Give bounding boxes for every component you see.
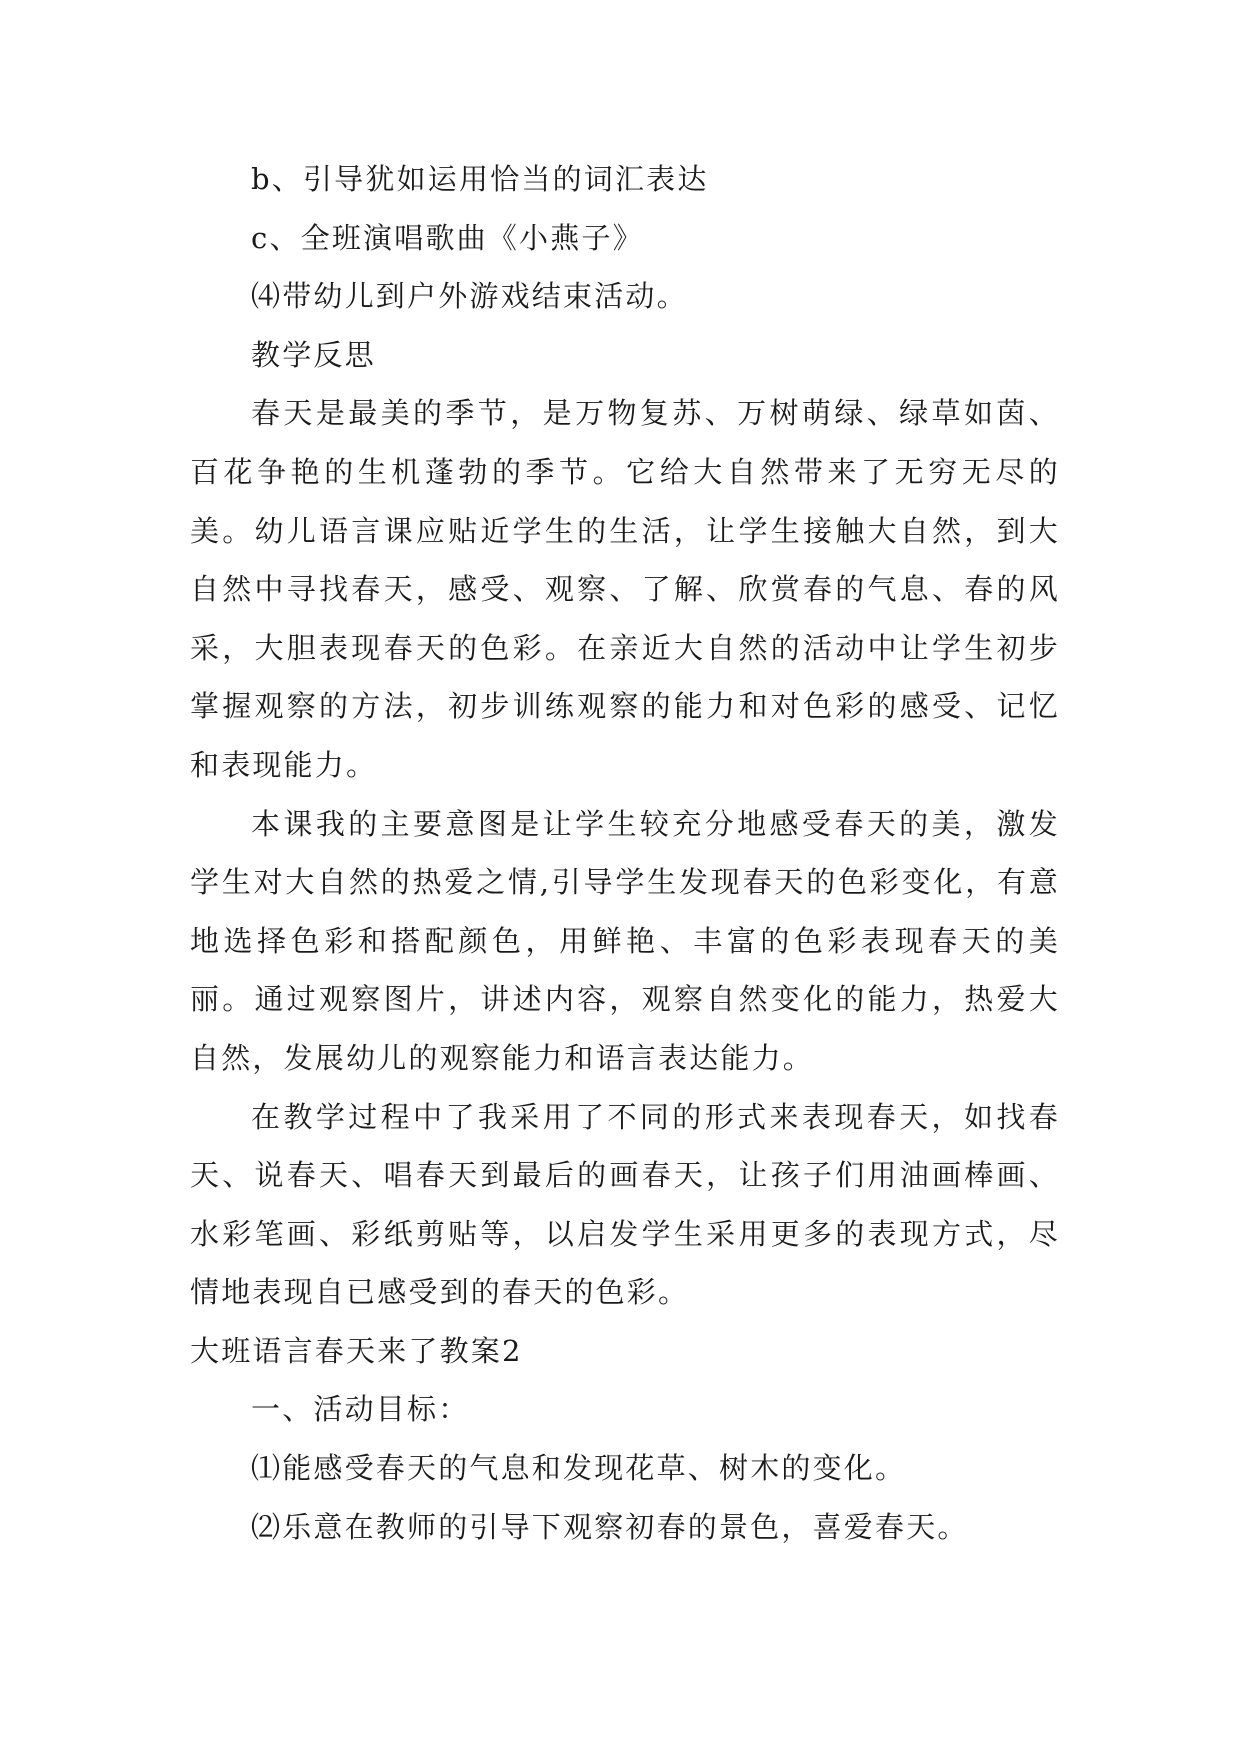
paragraph-step-4: ⑷带幼儿到户外游戏结束活动。	[251, 279, 688, 314]
paragraph-reflection-2: 本课我的主要意图是让学生较充分地感受春天的美，激发学生对大自然的热爱之情,引导学生发现春天的色彩变化，有意地选择色彩和搭配颜色，用鲜艳、丰富的色彩表现春天的美丽。通过观察图片，讲述内容，观察自然变化的能力，热爱大自然，发展幼儿的观察能力和语言表达能力。	[190, 806, 1060, 1075]
paragraph-goal-1: ⑴能感受春天的气息和发现花草、树木的变化。	[251, 1451, 907, 1486]
paragraph-item-b: b、引导犹如运用恰当的词汇表达	[251, 162, 709, 196]
section-label-reflection: 教学反思	[251, 337, 376, 372]
paragraph-item-c: c、全班演唱歌曲《小燕子》	[251, 220, 644, 255]
section-heading-lesson-2: 大班语言春天来了教案2	[190, 1333, 523, 1368]
document-body	[190, 150, 1060, 1556]
paragraph-reflection-3: 在教学过程中了我采用了不同的形式来表现春天，如找春天、说春天、唱春天到最后的画春天，让孩子们用油画棒画、水彩笔画、彩纸剪贴等，以启发学生采用更多的表现方式，尽情地表现自已感受到的春天的色彩。	[190, 1099, 1060, 1310]
paragraph-reflection-1: 春天是最美的季节，是万物复苏、万树萌绿、绿草如茵、百花争艳的生机蓬勃的季节。它给大自然带来了无穷无尽的美。幼儿语言课应贴近学生的生活，让学生接触大自然，到大自然中寻找春天，感受、观察、了解、欣赏春的气息、春的风采，大胆表现春天的色彩。在亲近大自然的活动中让学生初步掌握观察的方法，初步训练观察的能力和对色彩的感受、记忆和表现能力。	[190, 396, 1060, 782]
paragraph-goal-2: ⑵乐意在教师的引导下观察初春的景色，喜爱春天。	[251, 1509, 969, 1544]
paragraph-goals-heading: 一、活动目标：	[251, 1392, 470, 1427]
